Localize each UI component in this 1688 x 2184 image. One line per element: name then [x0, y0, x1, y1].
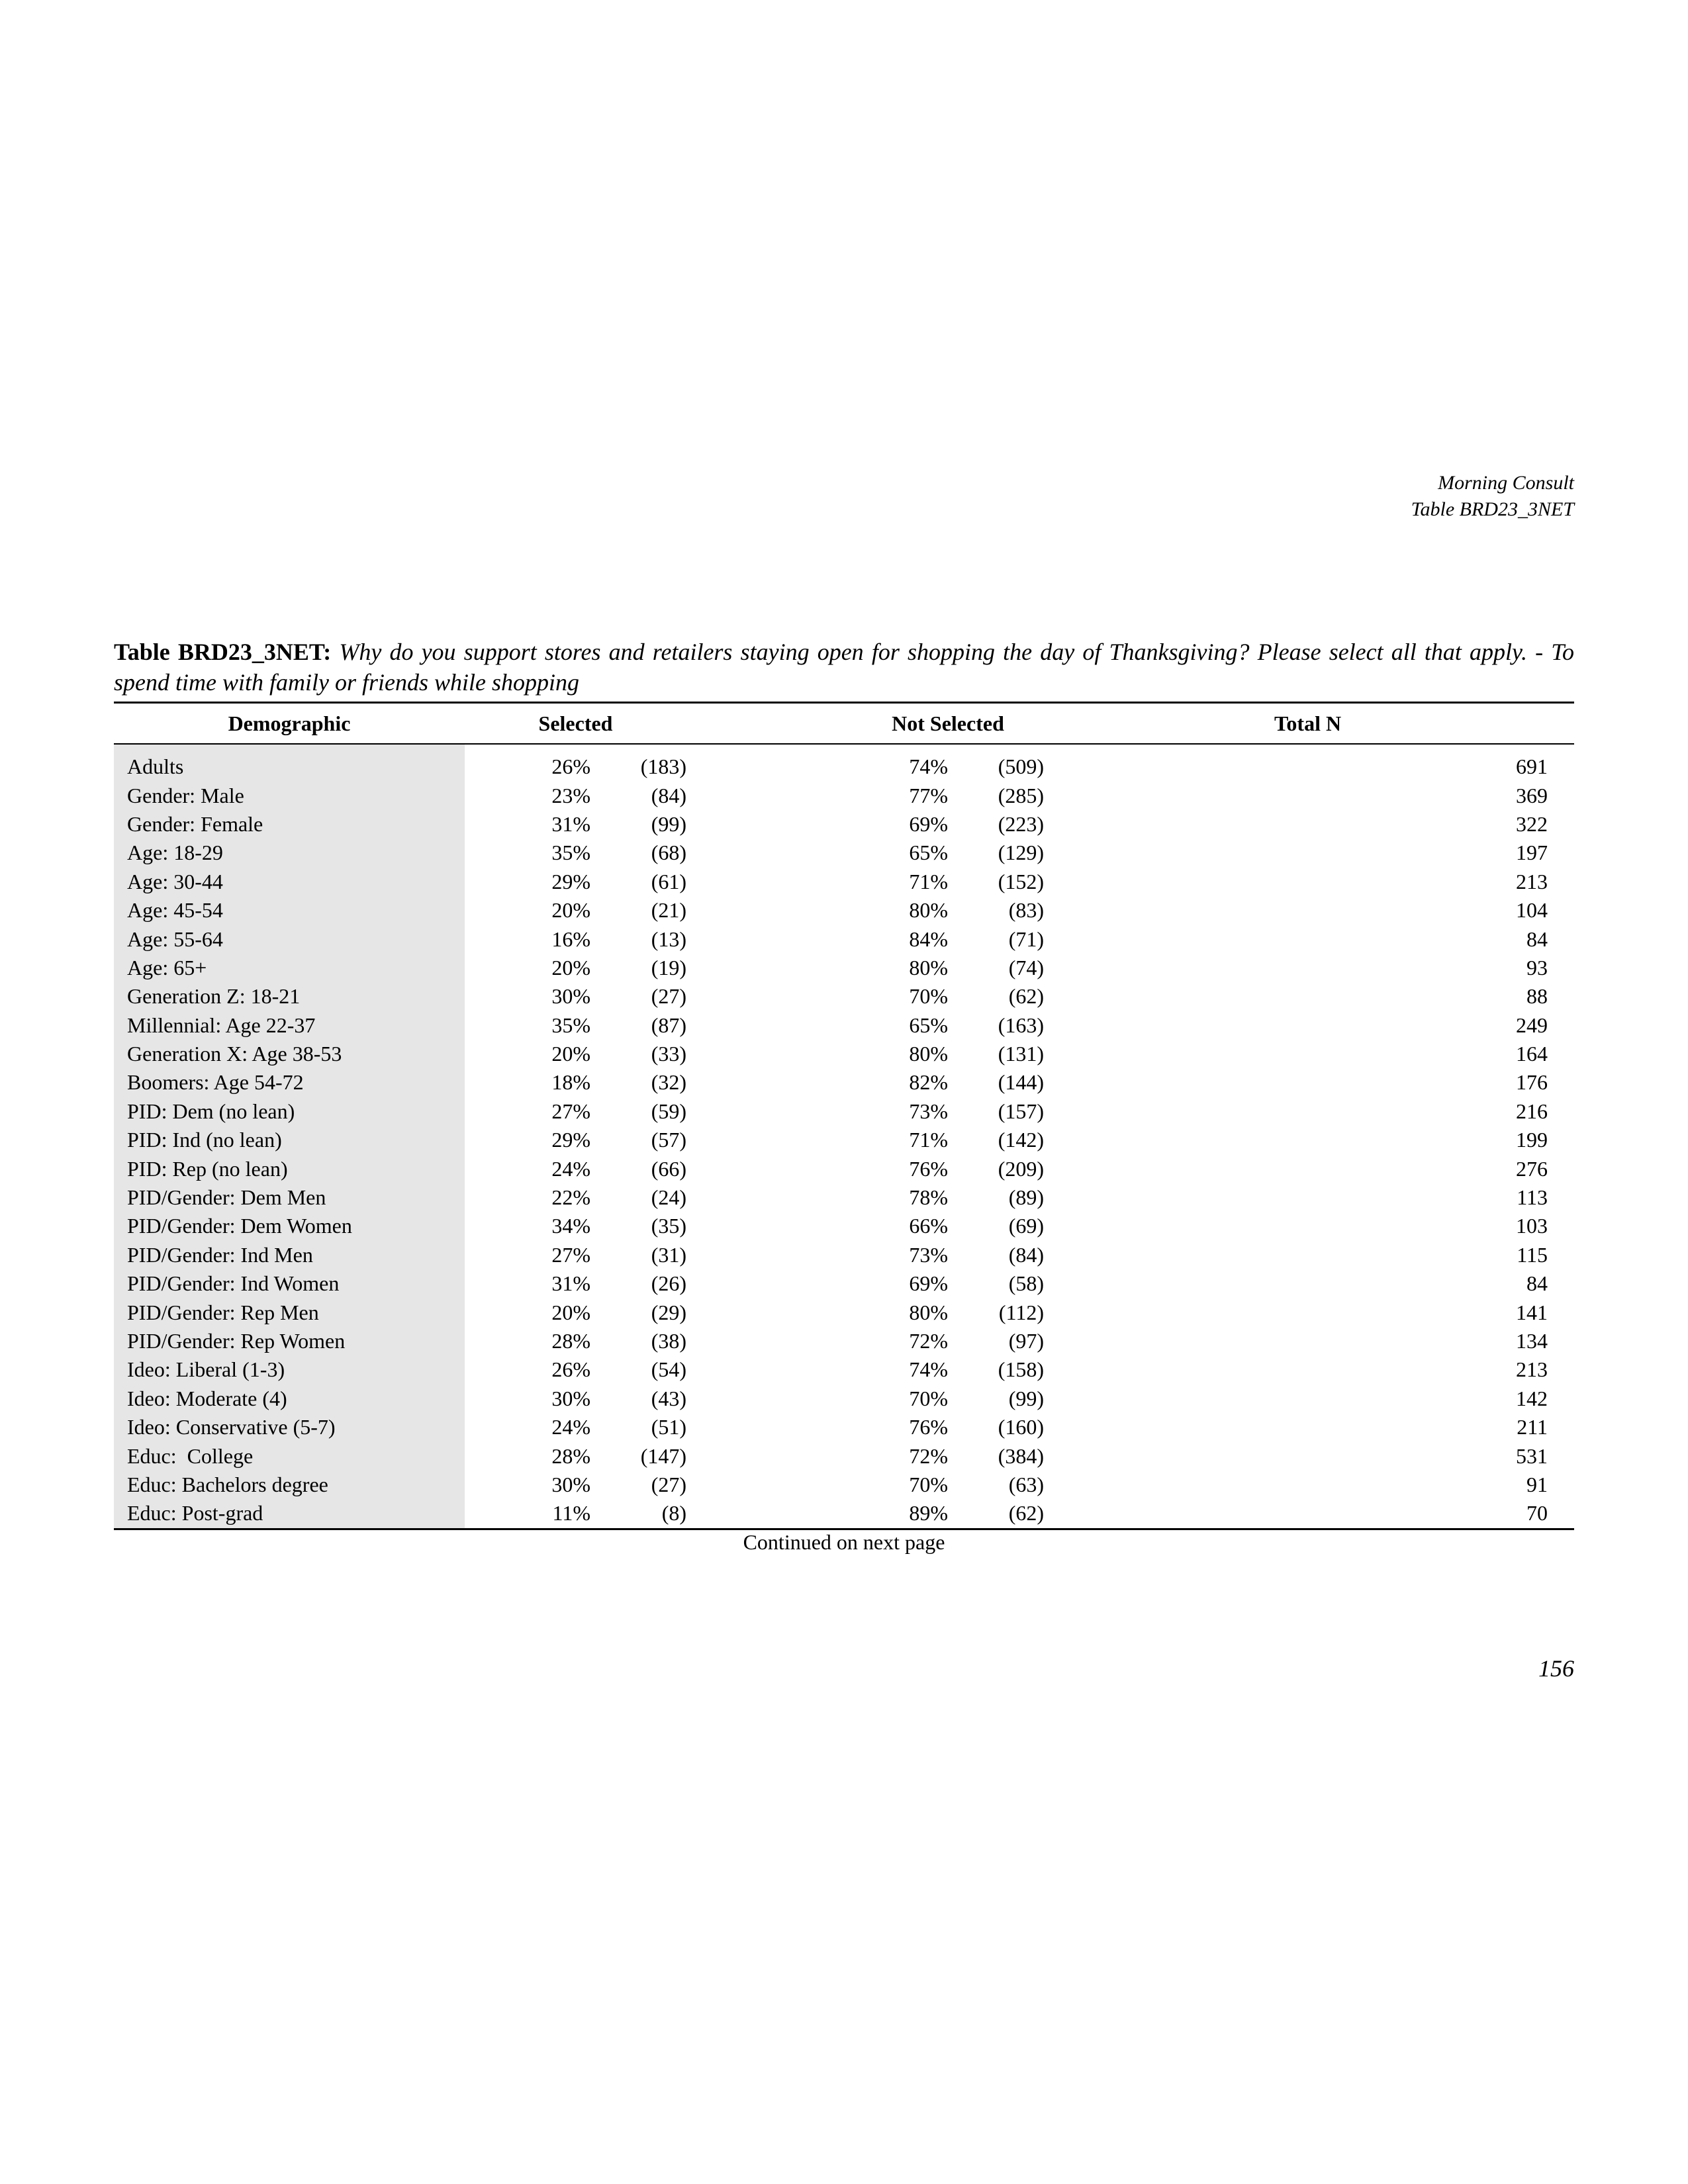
- not-selected-count: (74): [1008, 955, 1044, 979]
- table-title: [114, 637, 1574, 698]
- table-row: [114, 1011, 1574, 1040]
- not-selected-percent: 69%: [909, 811, 948, 836]
- selected-percent: 20%: [551, 1300, 590, 1324]
- total-n: 141: [1516, 1300, 1548, 1324]
- not-selected-count: (144): [998, 1070, 1044, 1095]
- selected-count: (99): [651, 811, 686, 836]
- selected-percent: 31%: [551, 811, 590, 836]
- selected-count: (38): [651, 1329, 686, 1353]
- not-selected-count: (83): [1008, 898, 1044, 923]
- row-demographic-label: Age: 30-44: [114, 868, 465, 896]
- total-n: 164: [1516, 1042, 1548, 1066]
- total-n: 70: [1044, 1499, 1574, 1529]
- total-n: 213: [1516, 869, 1548, 893]
- selected-percent: 11%: [465, 1499, 590, 1529]
- not-selected-percent: 84%: [909, 927, 948, 951]
- total-n: 104: [1516, 898, 1548, 923]
- not-selected-percent: 74%: [909, 1357, 948, 1382]
- row-demographic-label: Gender: Male: [114, 781, 465, 809]
- table-row: [114, 925, 1574, 953]
- row-demographic-label: Boomers: Age 54-72: [114, 1068, 465, 1097]
- table-row: [114, 982, 1574, 1011]
- table-row: [114, 1212, 1574, 1240]
- total-n: 103: [1516, 1214, 1548, 1238]
- row-demographic-label: Adults: [114, 752, 465, 781]
- not-selected-percent: 70%: [909, 1472, 948, 1496]
- row-demographic-label: Educ: Post-grad: [114, 1499, 465, 1529]
- selected-count: (24): [651, 1185, 686, 1210]
- selected-percent: 23%: [551, 783, 590, 807]
- selected-percent: 27%: [551, 1242, 590, 1267]
- not-selected-count: (62): [948, 1499, 1044, 1529]
- table-spacer: [114, 744, 1574, 752]
- total-n: 115: [1517, 1242, 1548, 1267]
- header-table-ref: Table BRD23_3NET: [1411, 498, 1574, 520]
- not-selected-percent: 78%: [909, 1185, 948, 1210]
- table-row: [114, 1241, 1574, 1269]
- selected-count: (87): [651, 1013, 686, 1037]
- selected-count: (13): [651, 927, 686, 951]
- row-demographic-label: Generation X: Age 38-53: [114, 1040, 465, 1068]
- total-n: 691: [1516, 754, 1548, 779]
- total-n: 211: [1517, 1415, 1548, 1439]
- row-demographic-label: Millennial: Age 22-37: [114, 1011, 465, 1040]
- total-n: 322: [1516, 811, 1548, 836]
- total-n: 91: [1526, 1472, 1548, 1496]
- not-selected-count: (158): [998, 1357, 1044, 1382]
- selected-percent: 30%: [551, 1386, 590, 1410]
- not-selected-percent: 71%: [909, 1128, 948, 1152]
- not-selected-percent: 80%: [909, 898, 948, 923]
- not-selected-percent: 71%: [909, 869, 948, 893]
- not-selected-count: (112): [998, 1300, 1044, 1324]
- selected-count: (183): [640, 754, 686, 779]
- row-demographic-label: Age: 45-54: [114, 896, 465, 925]
- table-row: [114, 868, 1574, 896]
- spacer-cell: [114, 744, 465, 752]
- row-demographic-label: Ideo: Conservative (5-7): [114, 1413, 465, 1441]
- header-org: Morning Consult: [1438, 472, 1574, 494]
- not-selected-percent: 69%: [909, 1271, 948, 1296]
- total-n: 93: [1526, 955, 1548, 979]
- total-n: 113: [1517, 1185, 1548, 1210]
- selected-percent: 30%: [551, 984, 590, 1009]
- col-header-selected: Selected: [465, 703, 686, 745]
- table-row: [114, 810, 1574, 839]
- selected-percent: 29%: [551, 869, 590, 893]
- selected-percent: 18%: [551, 1070, 590, 1095]
- not-selected-count: (69): [1008, 1214, 1044, 1238]
- table-row: [114, 1441, 1574, 1470]
- selected-count: (21): [651, 898, 686, 923]
- table-body: [114, 744, 1574, 1529]
- table-row: [114, 1269, 1574, 1298]
- total-n: 84: [1526, 1271, 1548, 1296]
- selected-count: (29): [651, 1300, 686, 1324]
- table-row: [114, 781, 1574, 809]
- total-n: 369: [1516, 783, 1548, 807]
- selected-percent: 35%: [551, 1013, 590, 1037]
- table-row: [114, 1154, 1574, 1183]
- not-selected-count: (223): [998, 811, 1044, 836]
- row-demographic-label: PID/Gender: Dem Men: [114, 1183, 465, 1212]
- selected-percent: 22%: [551, 1185, 590, 1210]
- table-row: [114, 1040, 1574, 1068]
- table-row: [114, 1413, 1574, 1441]
- not-selected-percent: 65%: [909, 1013, 948, 1037]
- selected-percent: 29%: [551, 1128, 590, 1152]
- selected-percent: 16%: [551, 927, 590, 951]
- not-selected-percent: 74%: [909, 754, 948, 779]
- table-row: [114, 752, 1574, 781]
- selected-percent: 27%: [551, 1099, 590, 1123]
- row-demographic-label: Ideo: Moderate (4): [114, 1385, 465, 1413]
- row-demographic-label: Age: 18-29: [114, 839, 465, 867]
- not-selected-percent: 73%: [909, 1242, 948, 1267]
- col-header-not-selected: Not Selected: [686, 703, 1044, 745]
- table-row: [114, 1183, 1574, 1212]
- table-row: [114, 1097, 1574, 1126]
- row-demographic-label: Educ: College: [114, 1441, 465, 1470]
- not-selected-count: (509): [998, 754, 1044, 779]
- not-selected-count: (97): [1008, 1329, 1044, 1353]
- selected-count: (32): [651, 1070, 686, 1095]
- table-title-question: Why do you support stores and retailers staying open for shopping the day of Thanksgiving? Please select all that apply. - To spend time with family or friends while shopping: [114, 639, 1575, 696]
- selected-percent: 26%: [551, 754, 590, 779]
- total-n: 531: [1516, 1443, 1548, 1468]
- total-n: 249: [1516, 1013, 1548, 1037]
- not-selected-count: (152): [998, 869, 1044, 893]
- table-row: [114, 1126, 1574, 1154]
- total-n: 276: [1516, 1156, 1548, 1181]
- selected-count: (43): [651, 1386, 686, 1410]
- total-n: 216: [1516, 1099, 1548, 1123]
- not-selected-percent: 80%: [909, 1042, 948, 1066]
- table-row: [114, 1068, 1574, 1097]
- selected-percent: 35%: [551, 841, 590, 865]
- selected-count: (51): [651, 1415, 686, 1439]
- total-n: 142: [1516, 1386, 1548, 1410]
- not-selected-count: (89): [1008, 1185, 1044, 1210]
- not-selected-percent: 70%: [909, 1386, 948, 1410]
- not-selected-count: (63): [1008, 1472, 1044, 1496]
- selected-count: (35): [651, 1214, 686, 1238]
- selected-count: (54): [651, 1357, 686, 1382]
- selected-percent: 24%: [551, 1156, 590, 1181]
- table-row: [114, 1471, 1574, 1499]
- not-selected-percent: 73%: [909, 1099, 948, 1123]
- table-row: [114, 1499, 1574, 1529]
- not-selected-count: (99): [1008, 1386, 1044, 1410]
- selected-count: (84): [651, 783, 686, 807]
- not-selected-count: (157): [998, 1099, 1044, 1123]
- row-demographic-label: Ideo: Liberal (1-3): [114, 1355, 465, 1384]
- not-selected-count: (58): [1008, 1271, 1044, 1296]
- selected-count: (68): [651, 841, 686, 865]
- not-selected-count: (142): [998, 1128, 1044, 1152]
- row-demographic-label: PID/Gender: Rep Women: [114, 1327, 465, 1355]
- selected-percent: 28%: [551, 1443, 590, 1468]
- table-row: [114, 839, 1574, 867]
- not-selected-percent: 80%: [909, 955, 948, 979]
- row-demographic-label: Age: 65+: [114, 954, 465, 982]
- row-demographic-label: PID/Gender: Ind Women: [114, 1269, 465, 1298]
- page-header: [1411, 470, 1574, 523]
- row-demographic-label: PID: Rep (no lean): [114, 1154, 465, 1183]
- not-selected-percent: 80%: [909, 1300, 948, 1324]
- table-header-row: [114, 703, 1574, 745]
- selected-count: (27): [651, 984, 686, 1009]
- selected-count: (147): [640, 1443, 686, 1468]
- selected-percent: 24%: [551, 1415, 590, 1439]
- row-demographic-label: Educ: Bachelors degree: [114, 1471, 465, 1499]
- not-selected-percent: 77%: [909, 783, 948, 807]
- not-selected-count: (129): [998, 841, 1044, 865]
- selected-count: (66): [651, 1156, 686, 1181]
- total-n: 213: [1516, 1357, 1548, 1382]
- not-selected-percent: 66%: [909, 1214, 948, 1238]
- selected-percent: 30%: [551, 1472, 590, 1496]
- not-selected-count: (160): [998, 1415, 1044, 1439]
- selected-count: (57): [651, 1128, 686, 1152]
- total-n: 199: [1516, 1128, 1548, 1152]
- col-header-total-n: Total N: [1044, 703, 1574, 745]
- total-n: 134: [1516, 1329, 1548, 1353]
- not-selected-percent: 70%: [909, 984, 948, 1009]
- continued-note: Continued on next page: [743, 1530, 945, 1554]
- page-number: 156: [1538, 1655, 1574, 1682]
- not-selected-percent: 89%: [686, 1499, 948, 1529]
- total-n: 84: [1526, 927, 1548, 951]
- selected-percent: 34%: [551, 1214, 590, 1238]
- crosstab-table: [114, 702, 1574, 1530]
- col-header-demographic: Demographic: [114, 703, 465, 745]
- not-selected-percent: 72%: [909, 1443, 948, 1468]
- row-demographic-label: PID: Ind (no lean): [114, 1126, 465, 1154]
- selected-count: (61): [651, 869, 686, 893]
- not-selected-count: (209): [998, 1156, 1044, 1181]
- total-n: 88: [1526, 984, 1548, 1009]
- selected-percent: 20%: [551, 955, 590, 979]
- total-n: 197: [1516, 841, 1548, 865]
- not-selected-count: (163): [998, 1013, 1044, 1037]
- table-row: [114, 1327, 1574, 1355]
- row-demographic-label: Gender: Female: [114, 810, 465, 839]
- not-selected-count: (384): [998, 1443, 1044, 1468]
- row-demographic-label: Age: 55-64: [114, 925, 465, 953]
- table-row: [114, 896, 1574, 925]
- row-demographic-label: PID/Gender: Ind Men: [114, 1241, 465, 1269]
- selected-count: (8): [590, 1499, 686, 1529]
- not-selected-percent: 65%: [909, 841, 948, 865]
- not-selected-count: (131): [998, 1042, 1044, 1066]
- total-n: 176: [1516, 1070, 1548, 1095]
- selected-count: (19): [651, 955, 686, 979]
- row-demographic-label: Generation Z: 18-21: [114, 982, 465, 1011]
- row-demographic-label: PID: Dem (no lean): [114, 1097, 465, 1126]
- not-selected-count: (71): [1008, 927, 1044, 951]
- not-selected-count: (285): [998, 783, 1044, 807]
- selected-percent: 20%: [551, 1042, 590, 1066]
- table-row: [114, 954, 1574, 982]
- not-selected-count: (62): [1008, 984, 1044, 1009]
- not-selected-percent: 72%: [909, 1329, 948, 1353]
- not-selected-percent: 76%: [909, 1156, 948, 1181]
- not-selected-percent: 76%: [909, 1415, 948, 1439]
- selected-percent: 26%: [551, 1357, 590, 1382]
- selected-percent: 20%: [551, 898, 590, 923]
- selected-count: (31): [651, 1242, 686, 1267]
- row-demographic-label: PID/Gender: Dem Women: [114, 1212, 465, 1240]
- selected-count: (59): [651, 1099, 686, 1123]
- not-selected-percent: 82%: [909, 1070, 948, 1095]
- table-row: [114, 1355, 1574, 1384]
- row-demographic-label: PID/Gender: Rep Men: [114, 1298, 465, 1326]
- table-row: [114, 1298, 1574, 1326]
- table-title-label: Table BRD23_3NET:: [114, 639, 332, 665]
- table-row: [114, 1385, 1574, 1413]
- selected-percent: 28%: [551, 1329, 590, 1353]
- selected-count: (26): [651, 1271, 686, 1296]
- selected-count: (33): [651, 1042, 686, 1066]
- selected-count: (27): [651, 1472, 686, 1496]
- selected-percent: 31%: [551, 1271, 590, 1296]
- not-selected-count: (84): [1008, 1242, 1044, 1267]
